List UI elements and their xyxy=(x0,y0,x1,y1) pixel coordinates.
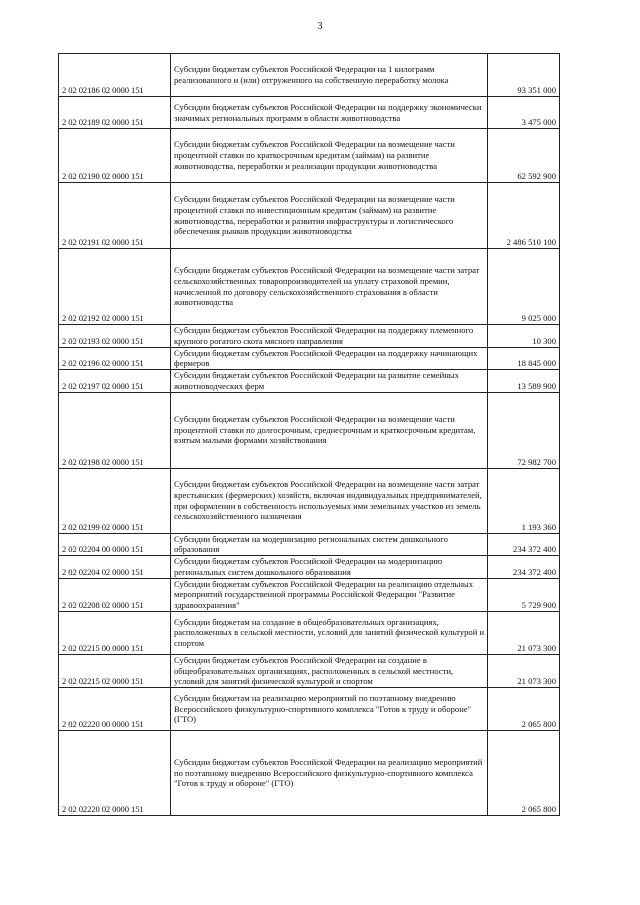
revenue-name-cell: Субсидии бюджетам на модернизацию региональных систем дошкольного образования xyxy=(171,533,488,556)
table-row xyxy=(59,578,560,611)
table-row xyxy=(59,392,560,468)
amount-cell: 21 073 300 xyxy=(488,654,560,687)
table-row xyxy=(59,249,560,325)
revenue-name-cell: Субсидии бюджетам субъектов Российской Федерации на возмещение части процентной ставки по долгосрочным, среднесрочным и краткосрочным кредитам, взятым малыми формами хозяйствования xyxy=(171,392,488,468)
classification-code-cell: 2 02 02215 00 0000 151 xyxy=(59,611,171,654)
amount-cell: 93 351 000 xyxy=(488,54,560,97)
classification-code-cell: 2 02 02204 00 0000 151 xyxy=(59,533,171,556)
table-row xyxy=(59,325,560,348)
amount-cell: 2 486 510 100 xyxy=(488,183,560,249)
table-row xyxy=(59,533,560,556)
classification-code-cell: 2 02 02186 02 0000 151 xyxy=(59,54,171,97)
amount-cell: 234 372 400 xyxy=(488,533,560,556)
classification-code-cell: 2 02 02192 02 0000 151 xyxy=(59,249,171,325)
classification-code-cell: 2 02 02215 02 0000 151 xyxy=(59,654,171,687)
amount-cell: 9 025 000 xyxy=(488,249,560,325)
table-row xyxy=(59,654,560,687)
revenue-name-cell: Субсидии бюджетам субъектов Российской Федерации на возмещение части затрат сельскохозяйственных товаропроизводителей на уплату страховой премии, начисленной по договору сельскохозяйственного страхования в области животноводства xyxy=(171,249,488,325)
amount-cell: 72 982 700 xyxy=(488,392,560,468)
page-number: 3 xyxy=(317,21,323,32)
amount-cell: 234 372 400 xyxy=(488,556,560,579)
revenue-name-cell: Субсидии бюджетам субъектов Российской Федерации на возмещение части процентной ставки по краткосрочным кредитам (займам) на развитие животноводства, переработки и реализации продукции животноводства xyxy=(171,129,488,183)
table-row xyxy=(59,611,560,654)
table-row xyxy=(59,129,560,183)
amount-cell: 3 475 000 xyxy=(488,97,560,129)
table-row xyxy=(59,97,560,129)
revenue-name-cell: Субсидии бюджетам субъектов Российской Федерации на возмещение части затрат крестьянских (фермерских) хозяйств, включая индивидуальных предпринимателей, при оформлении в собственность используемых ими земельных участков из земель сельскохозяйственного назначения xyxy=(171,468,488,533)
classification-code-cell: 2 02 02189 02 0000 151 xyxy=(59,97,171,129)
table-row xyxy=(59,688,560,731)
table-body xyxy=(59,54,560,816)
revenue-name-cell: Субсидии бюджетам субъектов Российской Федерации на создание в общеобразовательных организациях, расположенных в сельской местности, условий для занятий физической культурой и спортом xyxy=(171,654,488,687)
revenue-name-cell: Субсидии бюджетам субъектов Российской Федерации на поддержку экономически значимых региональных программ в области животноводства xyxy=(171,97,488,129)
classification-code-cell: 2 02 02220 02 0000 151 xyxy=(59,731,171,816)
classification-code-cell: 2 02 02220 00 0000 151 xyxy=(59,688,171,731)
classification-code-cell: 2 02 02193 02 0000 151 xyxy=(59,325,171,348)
amount-cell: 10 300 xyxy=(488,325,560,348)
table-row xyxy=(59,556,560,579)
classification-code-cell: 2 02 02191 02 0000 151 xyxy=(59,183,171,249)
revenue-name-cell: Субсидии бюджетам субъектов Российской Федерации на развитие семейных животноводческих ферм xyxy=(171,370,488,393)
revenue-name-cell: Субсидии бюджетам субъектов Российской Федерации на реализацию отдельных мероприятий государственной программы Российской Федерации "Развитие здравоохранения" xyxy=(171,578,488,611)
amount-cell: 62 592 900 xyxy=(488,129,560,183)
classification-code-cell: 2 02 02204 02 0000 151 xyxy=(59,556,171,579)
table-row xyxy=(59,468,560,533)
classification-code-cell: 2 02 02190 02 0000 151 xyxy=(59,129,171,183)
classification-code-cell: 2 02 02197 02 0000 151 xyxy=(59,370,171,393)
amount-cell: 5 729 900 xyxy=(488,578,560,611)
amount-cell: 2 065 800 xyxy=(488,688,560,731)
table-row xyxy=(59,183,560,249)
table-row xyxy=(59,54,560,97)
revenue-name-cell: Субсидии бюджетам на создание в общеобразовательных организациях, расположенных в сельской местности, условий для занятий физической культурой и спортом xyxy=(171,611,488,654)
amount-cell: 18 845 000 xyxy=(488,347,560,370)
revenue-name-cell: Субсидии бюджетам субъектов Российской Федерации на модернизацию региональных систем дошкольного образования xyxy=(171,556,488,579)
amount-cell: 1 193 360 xyxy=(488,468,560,533)
revenue-name-cell: Субсидии бюджетам субъектов Российской Федерации на поддержку начинающих фермеров xyxy=(171,347,488,370)
classification-code-cell: 2 02 02199 02 0000 151 xyxy=(59,468,171,533)
revenue-name-cell: Субсидии бюджетам на реализацию мероприятий по поэтапному внедрению Всероссийского физкультурно-спортивного комплекса "Готов к труду и обороне" (ГТО) xyxy=(171,688,488,731)
classification-code-cell: 2 02 02198 02 0000 151 xyxy=(59,392,171,468)
revenue-name-cell: Субсидии бюджетам субъектов Российской Федерации на возмещение части процентной ставки по инвестиционным кредитам (займам) на развитие животноводства, переработки и развития инфраструктуры и логистического обеспечения рынков продукции животноводства xyxy=(171,183,488,249)
table-row xyxy=(59,370,560,393)
classification-code-cell: 2 02 02208 02 0000 151 xyxy=(59,578,171,611)
revenue-name-cell: Субсидии бюджетам субъектов Российской Федерации на 1 килограмм реализованного и (или) отгруженного на собственную переработку молока xyxy=(171,54,488,97)
table-row xyxy=(59,731,560,816)
budget-revenue-table xyxy=(58,53,560,816)
classification-code-cell: 2 02 02196 02 0000 151 xyxy=(59,347,171,370)
amount-cell: 13 589 900 xyxy=(488,370,560,393)
revenue-name-cell: Субсидии бюджетам субъектов Российской Федерации на поддержку племенного крупного рогатого скота мясного направления xyxy=(171,325,488,348)
amount-cell: 2 065 800 xyxy=(488,731,560,816)
revenue-name-cell: Субсидии бюджетам субъектов Российской Федерации на реализацию мероприятий по поэтапному внедрению Всероссийского физкультурно-спортивного комплекса "Готов к труду и обороне" (ГТО) xyxy=(171,731,488,816)
amount-cell: 21 073 300 xyxy=(488,611,560,654)
table-row xyxy=(59,347,560,370)
